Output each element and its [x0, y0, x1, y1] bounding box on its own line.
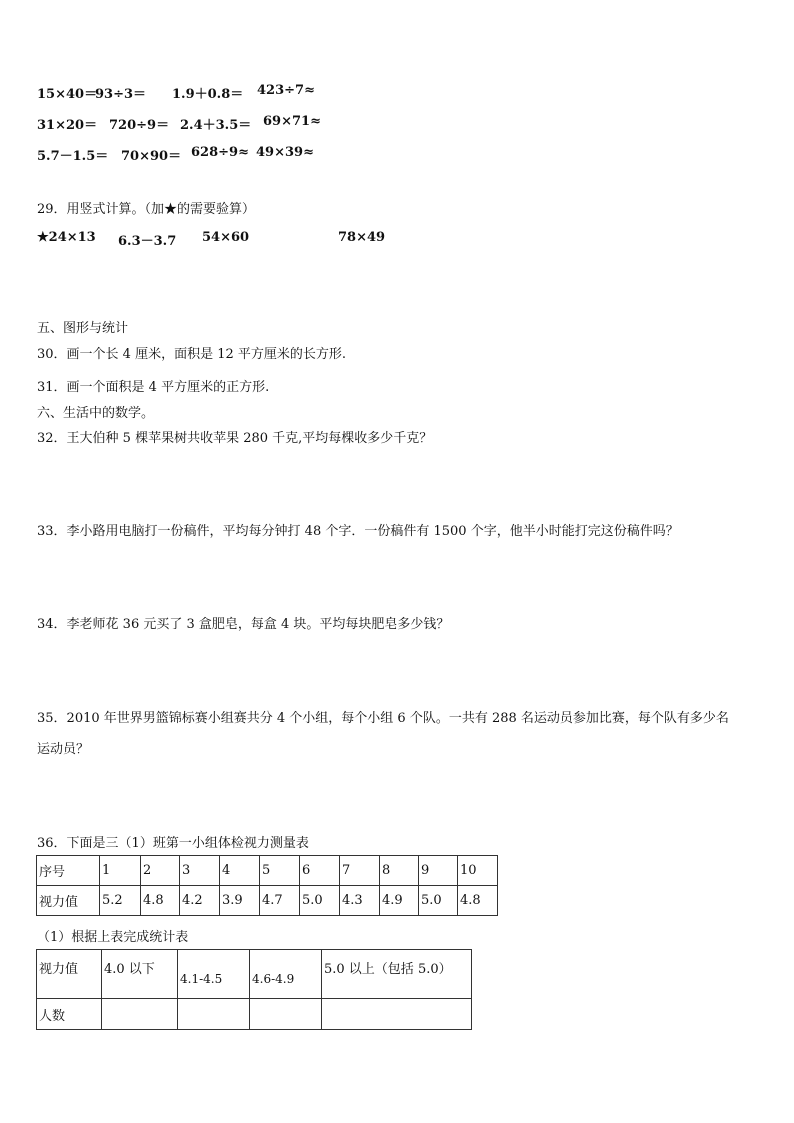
table-cell: 4.7 — [260, 886, 300, 916]
answer-cell[interactable] — [102, 999, 178, 1030]
table-cell: 2 — [141, 856, 180, 886]
table-header-cell: 5.0 以上（包括 5.0） — [322, 950, 472, 999]
table-cell: 8 — [380, 856, 419, 886]
calc-item: 1.9＋0.8＝ — [172, 87, 244, 102]
calc-item: 423÷7≈ — [257, 83, 315, 98]
vertical-calc-item: 6.3－3.7 — [118, 234, 177, 249]
vertical-calc-item: ★24×13 — [37, 230, 96, 245]
table-cell: 7 — [340, 856, 380, 886]
table-cell: 3.9 — [220, 886, 260, 916]
question-31: 31．画一个面积是 4 平方厘米的正方形. — [37, 380, 270, 395]
table-header-cell: 视力值 — [37, 950, 102, 999]
table-cell: 5.0 — [300, 886, 340, 916]
table-header-cell: 视力值 — [37, 886, 100, 916]
table-row — [37, 999, 472, 1030]
calc-item: 720÷9＝ — [109, 118, 170, 133]
table-cell: 4.2 — [180, 886, 220, 916]
table-row — [37, 950, 472, 999]
calc-item: 5.7－1.5＝ — [37, 149, 109, 164]
calc-item: 69×71≈ — [263, 114, 321, 129]
table-cell: 3 — [180, 856, 220, 886]
answer-cell[interactable] — [322, 999, 472, 1030]
section-heading: 六、生活中的数学。 — [37, 406, 155, 421]
table-cell: 9 — [419, 856, 458, 886]
calc-row-3 — [37, 145, 314, 164]
table-cell: 4.8 — [458, 886, 498, 916]
section-heading: 五、图形与统计 — [37, 321, 129, 336]
table-header-cell: 人数 — [37, 999, 102, 1030]
table-header-cell: 序号 — [37, 856, 100, 886]
calc-item: 628÷9≈ — [191, 145, 249, 160]
question-34: 34．李老师花 36 元买了 3 盒肥皂，每盒 4 块。平均每块肥皂多少钱？ — [37, 617, 450, 632]
table-cell: 4.9 — [380, 886, 419, 916]
calc-item: 15×40＝ — [37, 87, 98, 102]
table-row — [37, 886, 498, 916]
table-cell: 4 — [220, 856, 260, 886]
sub-question-1: （1）根据上表完成统计表 — [37, 930, 189, 945]
question-32: 32．王大伯种 5 棵苹果树共收苹果 280 千克,平均每棵收多少千克？ — [37, 431, 433, 446]
question-36-title: 36．下面是三（1）班第一小组体检视力测量表 — [37, 836, 309, 851]
vision-measurement-table — [36, 855, 498, 916]
question-30: 30．画一个长 4 厘米，面积是 12 平方厘米的长方形. — [37, 347, 347, 362]
table-header-cell: 4.0 以下 — [102, 950, 178, 999]
table-cell: 10 — [458, 856, 498, 886]
calc-item: 31×20＝ — [37, 118, 98, 133]
table-cell: 6 — [300, 856, 340, 886]
table-cell: 1 — [100, 856, 141, 886]
calc-item: 93÷3＝ — [95, 87, 147, 102]
table-cell: 4.3 — [340, 886, 380, 916]
calc-item: 49×39≈ — [256, 145, 314, 160]
table-header-cell: 4.1-4.5 — [178, 950, 250, 999]
table-cell: 4.8 — [141, 886, 180, 916]
question-29-title: 29．用竖式计算。（加★的需要验算） — [37, 202, 256, 217]
calc-row-1 — [37, 83, 315, 102]
table-header-cell: 4.6-4.9 — [250, 950, 322, 999]
table-cell: 5.0 — [419, 886, 458, 916]
question-35: 35．2010 年世界男篮锦标赛小组赛共分 4 个小组，每个小组 6 个队。一共有 288 名运动员参加比赛，每个队有多少名 — [37, 711, 729, 726]
table-cell: 5.2 — [100, 886, 141, 916]
table-cell: 5 — [260, 856, 300, 886]
statistics-table — [36, 949, 472, 1030]
table-row — [37, 856, 498, 886]
calc-item: 2.4＋3.5＝ — [180, 118, 252, 133]
calc-item: 70×90＝ — [121, 149, 182, 164]
vertical-calc-item: 54×60 — [202, 230, 250, 245]
answer-cell[interactable] — [178, 999, 250, 1030]
vertical-calc-item: 78×49 — [338, 230, 386, 245]
answer-cell[interactable] — [250, 999, 322, 1030]
calc-row-2 — [37, 114, 321, 133]
question-35-continued: 运动员？ — [37, 742, 90, 757]
question-33: 33．李小路用电脑打一份稿件，平均每分钟打 48 个字．一份稿件有 1500 个字，他半小时能打完这份稿件吗？ — [37, 524, 679, 539]
